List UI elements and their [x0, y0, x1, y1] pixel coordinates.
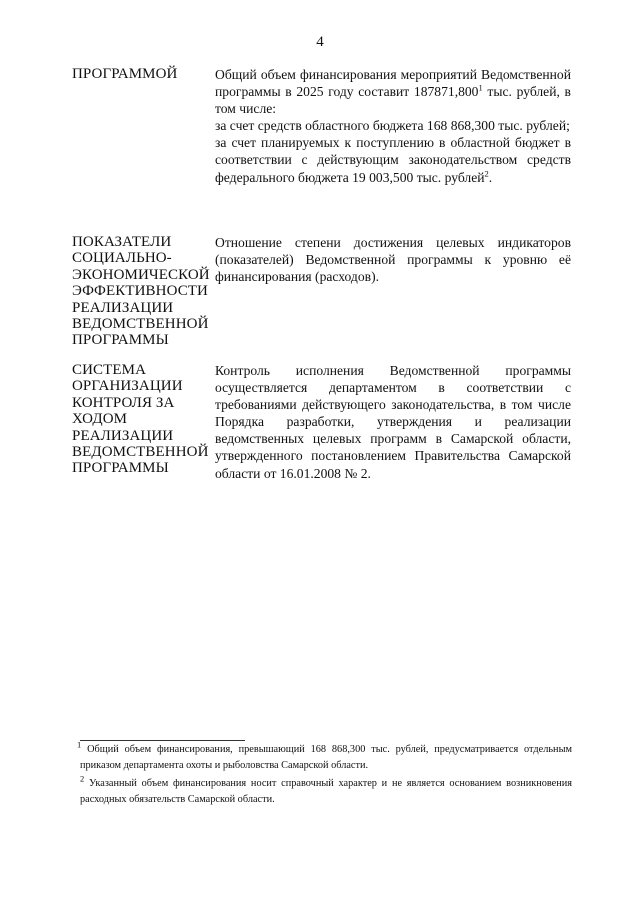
- section-label: [72, 362, 209, 477]
- footnote-ref[interactable]: 1: [478, 82, 483, 93]
- footnote-ref[interactable]: 2: [484, 168, 489, 179]
- label-line: СОЦИАЛЬНО-: [72, 250, 172, 267]
- label-line: КОНТРОЛЯ ЗА: [72, 394, 175, 411]
- paragraph-text: Контроль исполнения Ведомственной программы осуществляется департаментом в соответствии с требованиями действующего законодательства, в том числе Порядка разработки, утверждения и реализации ведомственных целевых программ в Самарской области, утвержденного постановлением Правительства Самарской области от 16.01.2008 № 2.: [215, 363, 571, 481]
- label-line: ХОДОМ: [72, 411, 128, 428]
- footnote-text: Указанный объем финансирования носит справочный характер и не является основанием возникновения расходных обязательств Самарской области.: [80, 778, 572, 805]
- footnotes: [77, 739, 572, 810]
- paragraph-text: Отношение степени достижения целевых индикаторов (показателей) Ведомственной программы к уровню её финансирования (расходов).: [215, 235, 571, 285]
- label-line: СИСТЕМА: [72, 362, 147, 378]
- section-content: [215, 234, 571, 285]
- label-line: ЭКОНОМИЧЕСКОЙ: [72, 266, 210, 283]
- footnote-mark: 1: [77, 739, 82, 750]
- label-line: ПРОГРАММЫ: [72, 460, 169, 477]
- paragraph: [215, 362, 571, 482]
- label-line: ЭФФЕКТИВНОСТИ: [72, 283, 208, 300]
- paragraph-text: Общий объем финансирования мероприятий Ведомственной программы в 2025 году составит 187871,800: [215, 67, 571, 100]
- label-line: РЕАЛИЗАЦИИ: [72, 299, 174, 316]
- page-number: 4: [316, 34, 324, 50]
- footnote: [80, 773, 572, 807]
- section-label: [72, 234, 210, 349]
- section-label: [72, 66, 204, 82]
- section-content: [215, 66, 571, 186]
- section-content: [215, 362, 571, 482]
- paragraph-tail: .: [488, 169, 493, 185]
- paragraph: [215, 134, 571, 185]
- paragraph-text: за счет средств областного бюджета 168 868,300 тыс. рублей;: [215, 118, 570, 134]
- label-line: ВЕДОМСТВЕННОЙ: [72, 444, 209, 461]
- footnote: [77, 739, 572, 773]
- footnote-separator: [80, 740, 245, 741]
- paragraph-tail: тыс. рублей, в том числе:: [215, 84, 571, 117]
- footnote-text: Общий объем финансирования, превышающий 168 868,300 тыс. рублей, предусматривается отдельным приказом департамента охоты и рыболовства Самарской области.: [80, 744, 572, 771]
- label-line: ВЕДОМСТВЕННОЙ: [72, 316, 209, 333]
- label-line: ОРГАНИЗАЦИИ: [72, 378, 183, 395]
- paragraph-text: за счет планируемых к поступлению в областной бюджет в соответствии с действующим законодательством средств федерального бюджета 19 003,500 тыс. рублей: [215, 135, 571, 185]
- paragraph: [215, 66, 571, 117]
- label-line: РЕАЛИЗАЦИИ: [72, 427, 174, 444]
- paragraph: [215, 234, 571, 285]
- footnote-mark: 2: [80, 773, 85, 784]
- label-line: ПРОГРАММЫ: [72, 332, 169, 349]
- label-line: ПРОГРАММОЙ: [72, 66, 178, 82]
- label-line: ПОКАЗАТЕЛИ: [72, 234, 172, 250]
- paragraph: [215, 117, 571, 134]
